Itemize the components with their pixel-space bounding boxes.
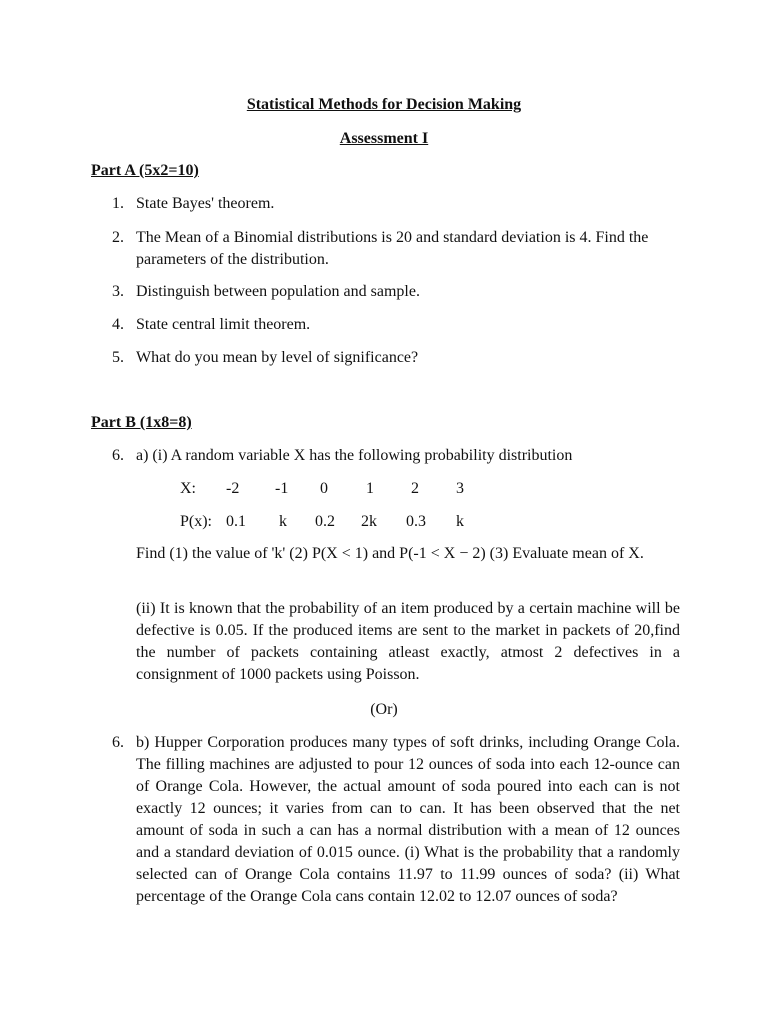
question-number: 3.: [112, 283, 124, 300]
question-6a-intro: a) (i) A random variable X has the following probability distribution: [136, 447, 573, 464]
table-cell: 2k: [361, 513, 377, 530]
table-row-label: X:: [180, 480, 196, 497]
question-text: Distinguish between population and sample.: [136, 283, 420, 300]
table-cell: 3: [456, 480, 464, 497]
document-title: Statistical Methods for Decision Making: [246, 96, 522, 113]
question-6a-find: Find (1) the value of 'k' (2) P(X < 1) and P(-1 < X − 2) (3) Evaluate mean of X.: [136, 545, 644, 562]
table-cell: 0.1: [226, 513, 246, 530]
table-row-x: [0, 478, 768, 500]
table-cell: -1: [275, 480, 289, 497]
table-cell: 1: [366, 480, 374, 497]
table-row-label: P(x):: [180, 513, 212, 530]
table-cell: 2: [411, 480, 419, 497]
part-b-heading: Part B (1x8=8): [91, 414, 192, 431]
table-cell: k: [279, 513, 287, 530]
question-number: 2.: [112, 229, 124, 246]
question-number: 4.: [112, 316, 124, 333]
question-6a-part-ii: (ii) It is known that the probability of an item produced by a certain machine will be defective is 0.05. If the produced items are sent to the market in packets of 20,find the number of packets containing atleast exactly, atmost 2 defectives in a consignment of 1000 packets using Poisson.: [136, 600, 680, 683]
table-cell: 0.2: [315, 513, 335, 530]
document-subtitle: Assessment I: [339, 130, 429, 147]
question-text: What do you mean by level of significance?: [136, 349, 419, 366]
question-text: The Mean of a Binomial distributions is 20 and standard deviation is 4. Find the parameters of the distribution.: [136, 229, 649, 268]
question-number: 6.: [112, 447, 124, 464]
table-cell: -2: [226, 480, 240, 497]
table-row-p: [0, 511, 768, 533]
question-number: 1.: [112, 195, 124, 212]
question-number: 6.: [112, 734, 124, 751]
question-6b-text: b) Hupper Corporation produces many types of soft drinks, including Orange Cola. The filling machines are adjusted to pour 12 ounces of soda into each 12-ounce can of Orange Cola. However, the actual amount of soda poured into each can is not exactly 12 ounces; it varies from can to can. It has been observed that the net amount of soda in such a can has a normal distribution with a mean of 12 ounces and a standard deviation of 0.015 ounce. (i) What is the probability that a randomly selected can of Orange Cola contains 11.97 to 11.99 ounces of soda? (ii) What percentage of the Orange Cola cans contain 12.02 to 12.07 ounces of soda?: [136, 734, 680, 905]
question-number: 5.: [112, 349, 124, 366]
table-cell: 0: [320, 480, 328, 497]
question-text: State central limit theorem.: [136, 316, 311, 333]
table-cell: k: [456, 513, 464, 530]
or-separator: (Or): [370, 701, 398, 718]
part-a-heading: Part A (5x2=10): [91, 162, 199, 179]
question-text: State Bayes' theorem.: [136, 195, 275, 212]
table-cell: 0.3: [406, 513, 426, 530]
